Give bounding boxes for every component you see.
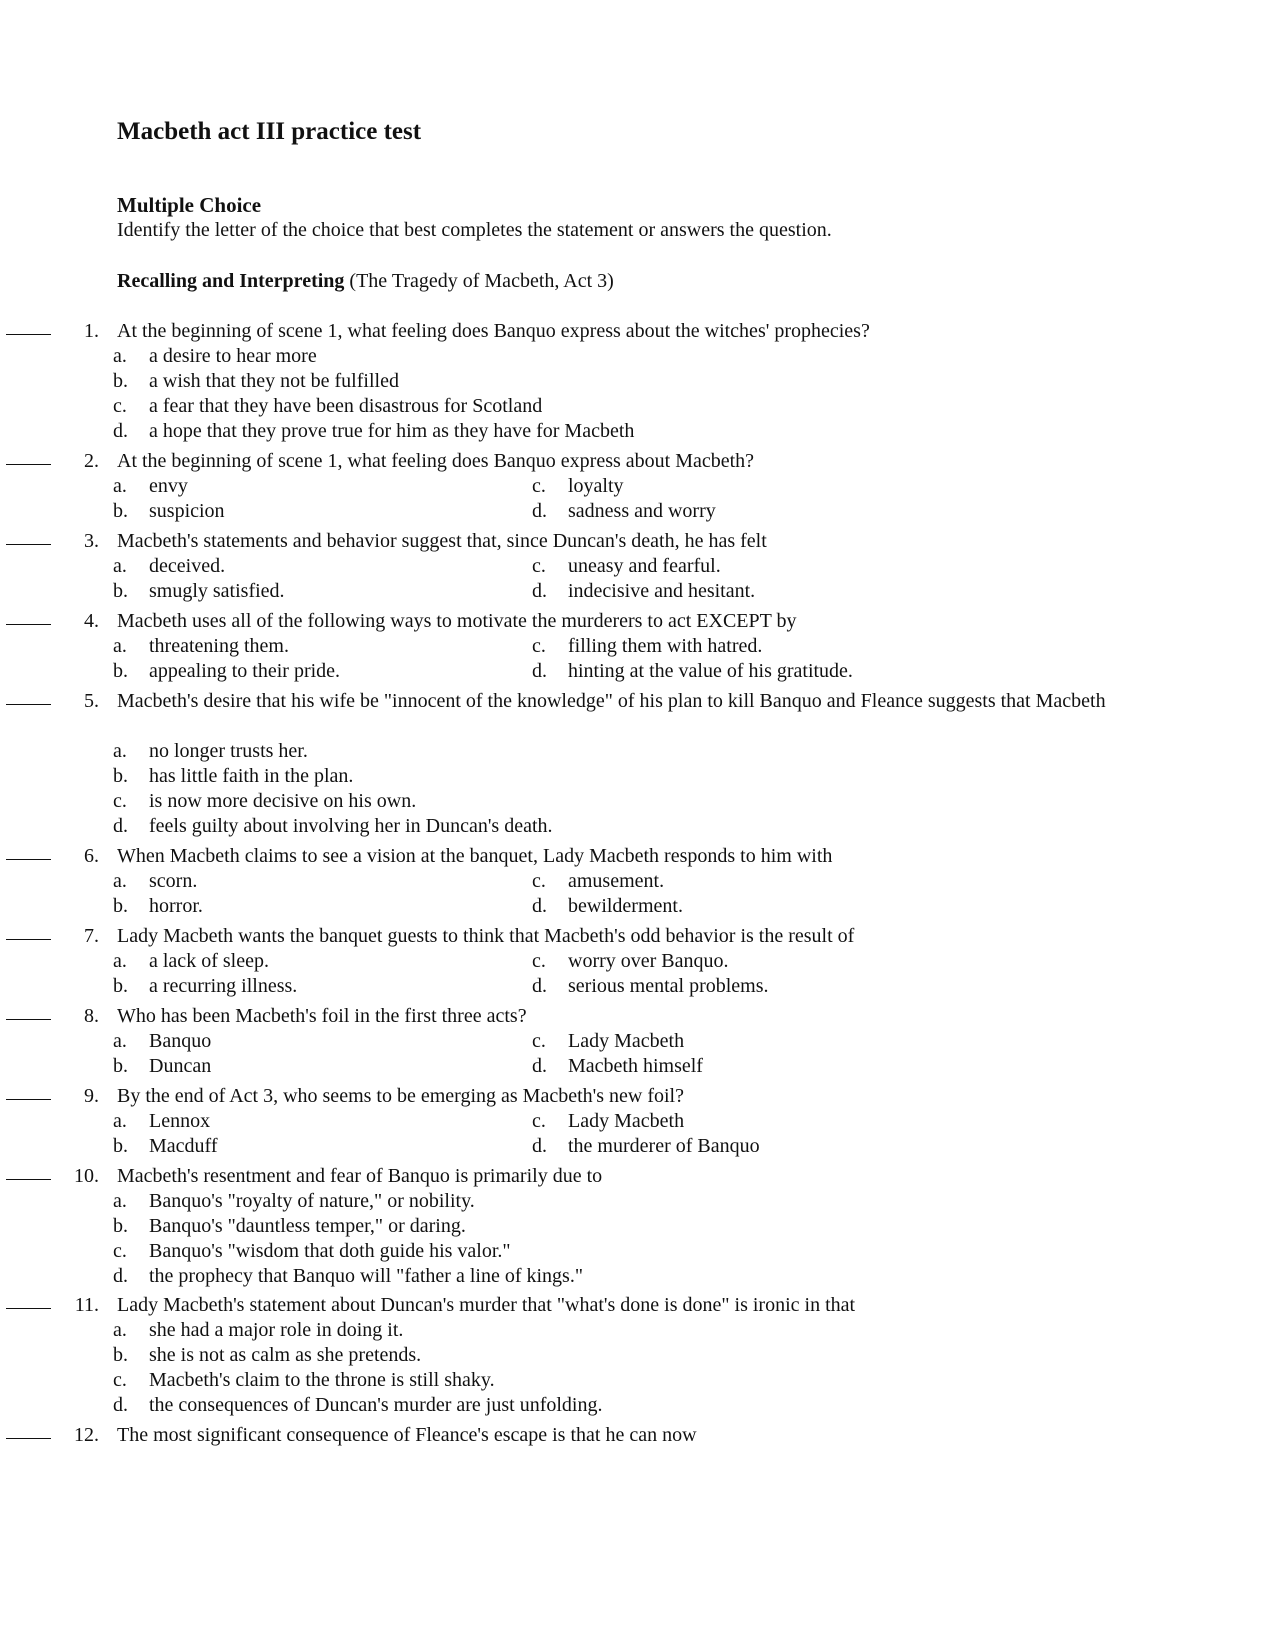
choice-text: a recurring illness. (149, 975, 298, 997)
answer-blank[interactable] (6, 608, 51, 625)
question-text: Macbeth uses all of the following ways to motivate the murderers to act EXCEPT by (117, 610, 797, 632)
question-text: Lady Macbeth wants the banquet guests to think that Macbeth's odd behavior is the result of (117, 925, 855, 947)
choice-text: scorn. (149, 870, 198, 892)
choice-letter: c. (113, 790, 127, 812)
choice-letter: b. (113, 1215, 128, 1237)
choice-text: the consequences of Duncan's murder are just unfolding. (149, 1394, 603, 1416)
choice-text: serious mental problems. (568, 975, 769, 997)
choice-text: horror. (149, 895, 203, 917)
choice-letter: a. (113, 1319, 127, 1341)
choice-text: amusement. (568, 870, 665, 892)
choice-text: Macbeth's claim to the throne is still shaky. (149, 1369, 495, 1391)
choice-letter: a. (113, 1110, 127, 1132)
answer-blank[interactable] (6, 1292, 51, 1309)
choice-letter: d. (532, 660, 547, 682)
choice-letter: b. (113, 660, 128, 682)
choice-text: deceived. (149, 555, 226, 577)
question-text: Macbeth's statements and behavior suggest that, since Duncan's death, he has felt (117, 530, 767, 552)
question-number: 8. (84, 1005, 99, 1027)
choice-text: a desire to hear more (149, 345, 317, 367)
question-number: 2. (84, 450, 99, 472)
question-text: Lady Macbeth's statement about Duncan's murder that "what's done is done" is ironic in that (117, 1294, 856, 1316)
choice-letter: d. (532, 1055, 547, 1077)
choice-text: filling them with hatred. (568, 635, 763, 657)
choice-letter: a. (113, 555, 127, 577)
choice-text: no longer trusts her. (149, 740, 308, 762)
choice-letter: d. (113, 815, 128, 837)
choice-letter: a. (113, 740, 127, 762)
choice-letter: b. (113, 500, 128, 522)
question-number: 4. (84, 610, 99, 632)
answer-blank[interactable] (6, 688, 51, 705)
subsection-source: (The Tragedy of Macbeth, Act 3) (344, 270, 614, 292)
question-number: 1. (84, 320, 99, 342)
choice-letter: c. (113, 1240, 127, 1262)
choice-letter: a. (113, 1190, 127, 1212)
answer-blank[interactable] (6, 528, 51, 545)
choice-letter: c. (532, 1030, 546, 1052)
choice-text: worry over Banquo. (568, 950, 729, 972)
choice-text: sadness and worry (568, 500, 716, 522)
choice-letter: b. (113, 895, 128, 917)
choice-text: loyalty (568, 475, 624, 497)
question-number: 12. (74, 1424, 99, 1446)
choice-text: uneasy and fearful. (568, 555, 721, 577)
question-text: The most significant consequence of Fleance's escape is that he can now (117, 1424, 697, 1446)
choice-letter: d. (113, 1265, 128, 1287)
question-text: When Macbeth claims to see a vision at the banquet, Lady Macbeth responds to him with (117, 845, 833, 867)
choice-letter: d. (532, 1135, 547, 1157)
choice-text: threatening them. (149, 635, 289, 657)
choice-letter: b. (113, 1344, 128, 1366)
choice-text: smugly satisfied. (149, 580, 285, 602)
question-text: By the end of Act 3, who seems to be emerging as Macbeth's new foil? (117, 1085, 684, 1107)
page-title: Macbeth act III practice test (117, 118, 422, 145)
choice-text: Duncan (149, 1055, 212, 1077)
question-text: Macbeth's desire that his wife be "innocent of the knowledge" of his plan to kill Banquo and Fleance suggests that Macbeth (117, 690, 1106, 712)
choice-text: she is not as calm as she pretends. (149, 1344, 422, 1366)
choice-letter: a. (113, 345, 127, 367)
question-text: Macbeth's resentment and fear of Banquo is primarily due to (117, 1165, 603, 1187)
question-number: 7. (84, 925, 99, 947)
choice-letter: c. (532, 950, 546, 972)
choice-text: a wish that they not be fulfilled (149, 370, 399, 392)
question-text: Who has been Macbeth's foil in the first three acts? (117, 1005, 527, 1027)
choice-text: bewilderment. (568, 895, 683, 917)
choice-letter: d. (532, 975, 547, 997)
choice-letter: b. (113, 580, 128, 602)
choice-letter: b. (113, 1055, 128, 1077)
instructions: Identify the letter of the choice that best completes the statement or answers the question. (117, 219, 832, 241)
choice-text: Macbeth himself (568, 1055, 703, 1077)
choice-text: Banquo (149, 1030, 212, 1052)
choice-text: Lady Macbeth (568, 1110, 685, 1132)
choice-letter: d. (532, 895, 547, 917)
choice-letter: b. (113, 975, 128, 997)
question-number: 5. (84, 690, 99, 712)
answer-blank[interactable] (6, 843, 51, 860)
choice-letter: a. (113, 475, 127, 497)
question-number: 11. (74, 1294, 99, 1316)
choice-text: hinting at the value of his gratitude. (568, 660, 853, 682)
choice-letter: c. (532, 555, 546, 577)
choice-letter: c. (113, 1369, 127, 1391)
question-number: 3. (84, 530, 99, 552)
choice-letter: a. (113, 950, 127, 972)
choice-letter: c. (532, 870, 546, 892)
answer-blank[interactable] (6, 318, 51, 335)
choice-text: she had a major role in doing it. (149, 1319, 404, 1341)
choice-text: envy (149, 475, 188, 497)
choice-text: a fear that they have been disastrous for Scotland (149, 395, 543, 417)
choice-letter: a. (113, 1030, 127, 1052)
choice-text: Banquo's "wisdom that doth guide his valor." (149, 1240, 511, 1262)
question-number: 9. (84, 1085, 99, 1107)
choice-text: the murderer of Banquo (568, 1135, 760, 1157)
choice-letter: c. (532, 635, 546, 657)
answer-blank[interactable] (6, 1163, 51, 1180)
choice-text: Lady Macbeth (568, 1030, 685, 1052)
choice-text: a hope that they prove true for him as they have for Macbeth (149, 420, 635, 442)
choice-letter: c. (532, 475, 546, 497)
answer-blank[interactable] (6, 923, 51, 940)
section-heading: Multiple Choice (117, 193, 262, 217)
choice-letter: d. (113, 420, 128, 442)
choice-text: Lennox (149, 1110, 211, 1132)
answer-blank[interactable] (6, 1083, 51, 1100)
answer-blank[interactable] (6, 1003, 51, 1020)
choice-letter: a. (113, 870, 127, 892)
choice-letter: a. (113, 635, 127, 657)
choice-text: Macduff (149, 1135, 218, 1157)
choice-letter: b. (113, 370, 128, 392)
choice-text: has little faith in the plan. (149, 765, 354, 787)
choice-text: appealing to their pride. (149, 660, 341, 682)
question-number: 10. (74, 1165, 99, 1187)
subsection-title: Recalling and Interpreting (117, 270, 345, 292)
choice-text: feels guilty about involving her in Duncan's death. (149, 815, 553, 837)
choice-text: indecisive and hesitant. (568, 580, 756, 602)
question-text: At the beginning of scene 1, what feeling does Banquo express about the witches' prophecies? (117, 320, 870, 342)
choice-text: Banquo's "royalty of nature," or nobility. (149, 1190, 475, 1212)
choice-letter: d. (113, 1394, 128, 1416)
question-text: At the beginning of scene 1, what feeling does Banquo express about Macbeth? (117, 450, 755, 472)
choice-text: suspicion (149, 500, 225, 522)
answer-blank[interactable] (6, 1422, 51, 1439)
choice-text: a lack of sleep. (149, 950, 269, 972)
choice-letter: d. (532, 580, 547, 602)
choice-text: is now more decisive on his own. (149, 790, 417, 812)
choice-text: the prophecy that Banquo will "father a line of kings." (149, 1265, 583, 1287)
choice-letter: d. (532, 500, 547, 522)
choice-text: Banquo's "dauntless temper," or daring. (149, 1215, 466, 1237)
choice-letter: b. (113, 1135, 128, 1157)
answer-blank[interactable] (6, 448, 51, 465)
choice-letter: b. (113, 765, 128, 787)
question-number: 6. (84, 845, 99, 867)
choice-letter: c. (532, 1110, 546, 1132)
choice-letter: c. (113, 395, 127, 417)
